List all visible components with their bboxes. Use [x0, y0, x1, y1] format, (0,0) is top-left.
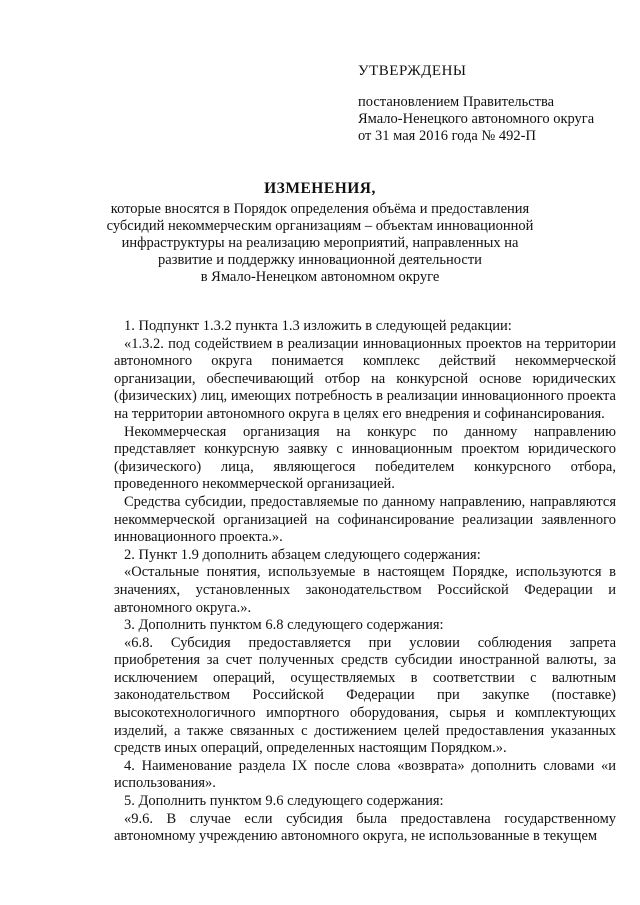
- approval-line: от 31 мая 2016 года № 492-П: [358, 128, 536, 144]
- paragraph: «9.6. В случае если субсидия была предоставлена государственному автономному учреждению автономного округа, не использованные в текущем: [114, 810, 616, 845]
- approval-line: постановлением Правительства: [358, 94, 555, 110]
- paragraph: 4. Наименование раздела IX после слова «возврата» дополнить словами «и использования».: [114, 757, 616, 792]
- paragraph: «Остальные понятия, используемые в настоящем Порядке, используются в значениях, установленных законодательством Российской Федерации и автономного округа.».: [114, 564, 616, 616]
- paragraph: 3. Дополнить пунктом 6.8 следующего содержания:: [124, 617, 444, 634]
- paragraph: 2. Пункт 1.9 дополнить абзацем следующего содержания:: [124, 546, 481, 563]
- approval-block: [358, 63, 618, 145]
- paragraph: «1.3.2. под содействием в реализации инновационных проектов на территории автономного округа понимается комплекс действий некоммерческой организации, обеспечивающий отбор на конкурсной основе юридических (физических) лиц, имеющих потребность в реализации инновационного проекта на территории автономного округа в целях его внедрения и софинансирования.: [114, 335, 616, 422]
- document-body: [114, 318, 616, 846]
- heading-line: в Ямало-Ненецком автономном округе: [200, 269, 440, 285]
- heading-line: субсидий некоммерческим организациям – объектам инновационной: [106, 218, 534, 234]
- document-title: ИЗМЕНЕНИЯ,: [264, 180, 376, 197]
- heading-line: которые вносятся в Порядок определения объёма и предоставления: [110, 201, 530, 217]
- approval-title: УТВЕРЖДЕНЫ: [358, 63, 467, 79]
- heading-line: развитие и поддержку инновационной деятельности: [158, 252, 482, 268]
- paragraph: «6.8. Субсидия предоставляется при условии соблюдения запрета приобретения за счет полученных средств субсидии иностранной валюты, за исключением операций, осуществляемых в соответствии с валютным законодательством Российской Федерации при закупке (поставке) высокотехнологичного импортного оборудования, сырья и комплектующих изделий, а также связанных с достижением целей предоставления указанных средств иных операций, определенных настоящим Порядком.».: [114, 634, 616, 757]
- paragraph: 5. Дополнить пунктом 9.6 следующего содержания:: [124, 793, 444, 810]
- approval-line: Ямало-Ненецкого автономного округа: [358, 111, 595, 127]
- paragraph: Некоммерческая организация на конкурс по данному направлению представляет конкурсную заявку с инновационным проектом юридического (физического) лица, являющегося победителем конкурсного отбора, проведенного некоммерческой организацией.: [114, 423, 616, 493]
- paragraph: 1. Подпункт 1.3.2 пункта 1.3 изложить в следующей редакции:: [124, 318, 512, 334]
- paragraph: Средства субсидии, предоставляемые по данному направлению, направляются некоммерческой организацией на софинансирование реализации заявленного инновационного проекта.».: [114, 493, 616, 546]
- heading-line: инфраструктуры на реализацию мероприятий, направленных на: [121, 235, 519, 251]
- document-heading: [0, 180, 640, 286]
